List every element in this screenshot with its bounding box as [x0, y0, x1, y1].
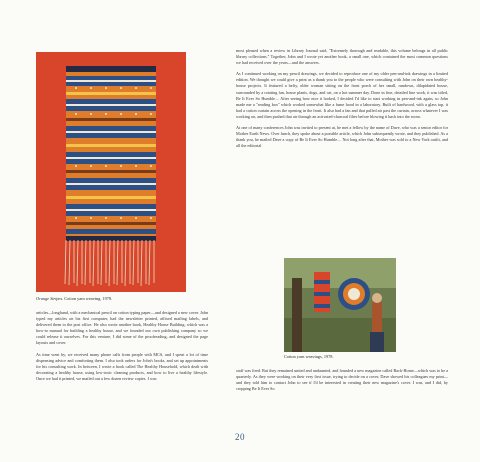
right-bottom-text — [236, 368, 448, 397]
figure2-caption: Cotton yarn weavings, 1978. — [284, 354, 334, 359]
figure1-caption-title: Orange Stripes. — [36, 296, 64, 301]
figure1-caption-text: Cotton yarn weaving, 1978. — [64, 296, 113, 301]
left-paragraph-2: As time went by, we received many phone calls from people with MCS, and I spent a lot of time dispensing advice and comforting them. I also took orders for John's books, and set up appointments for his consulting work. In between, I wrote a book called The Healthy Household, which dealt with decorating a healthy house, using low-toxic cleaning products, and how to live a healthy lifestyle. Once we had it printed, we mailed out a few dozen review copies. I was — [36, 351, 208, 381]
weaving-photo-orange-stripes — [36, 52, 186, 292]
weavings-photo — [284, 258, 396, 352]
left-paragraph-1: articles—longhand, with a mechanical pencil on cotton typing paper—and designed a new cover. John typed my articles on his first computer, had the newsletter printed, affixed mailing labels, and delivered them to the post office. He also wrote another book, Healthy House Building, which was a how-to manual for building a healthy house, and we founded our own publishing company so we could release it ourselves. For this venture, I did some of the proofreading, and designed the page layouts and cover. — [36, 310, 208, 346]
outdoor-weavings-scene — [284, 258, 396, 352]
figure1-caption — [36, 296, 196, 301]
page-number: 20 — [235, 432, 245, 442]
left-text-column — [36, 310, 208, 387]
right-paragraph-1: most pleased when a review in Library Journal said, "Extremely thorough and readable, this volume belongs in all public library collections." Together, John and I wrote yet another book, a small one, which contained the most common questions we had received over the years—and the answers. — [236, 48, 448, 66]
weaving-fringe — [64, 240, 158, 286]
right-paragraph-2: As I continued working on my pencil drawings, we decided to reproduce one of my older pen-and-ink drawings in a limited edition. We thought we could give a print as a thank you to the people who were consulting with John on their own healthy-house projects. It featured a hefty, older woman sitting on the front porch of her small, rundown, dilapidated house, surrounded by a rotating fan, house plants, dogs, and cat, on a hot summer day. Done in fine, detailed line work, it was titled, Be It Ever So Humble.... After seeing how nice it looked, I decided I'd like to start working in pen-and-ink again, so John made me a "reading box" which worked somewhat like a fume hood in a laboratory. Built of hardwood, with a glass top, it had a cotton curtain across the opening in the front. It also had a fan and that pulled air past the curtain, across whatever I was working on, and then pushed that air through an activated-charcoal filter before blowing it back into the room. — [236, 71, 448, 119]
woven-tapestry-illustration — [66, 66, 156, 241]
right-paragraph-3: At one of many conferences John was invited to present at, he met a fellow by the name of Dave, who was a senior editor for Mother Earth News. Over lunch, they spoke about a possible article, which John subsequently wrote, and they published. As a thank you, he mailed Dave a copy of Be It Ever So Humble.... Not long after that, Mother was sold to a New York outfit, and all the editorial — [236, 125, 448, 149]
right-text-column — [236, 48, 448, 154]
right-bottom-paragraph: staff was fired. But they remained united and undaunted, and founded a new magazine called Back-Home—which was to be a quarterly. As they were working on their very first issue, trying to decide on a cover, Dave showed his colleagues my print—and they told him to contact John to see if I'd be interested in creating their new magazine's cover. I was, and I did, by cropping Be It Ever So — [236, 368, 448, 392]
